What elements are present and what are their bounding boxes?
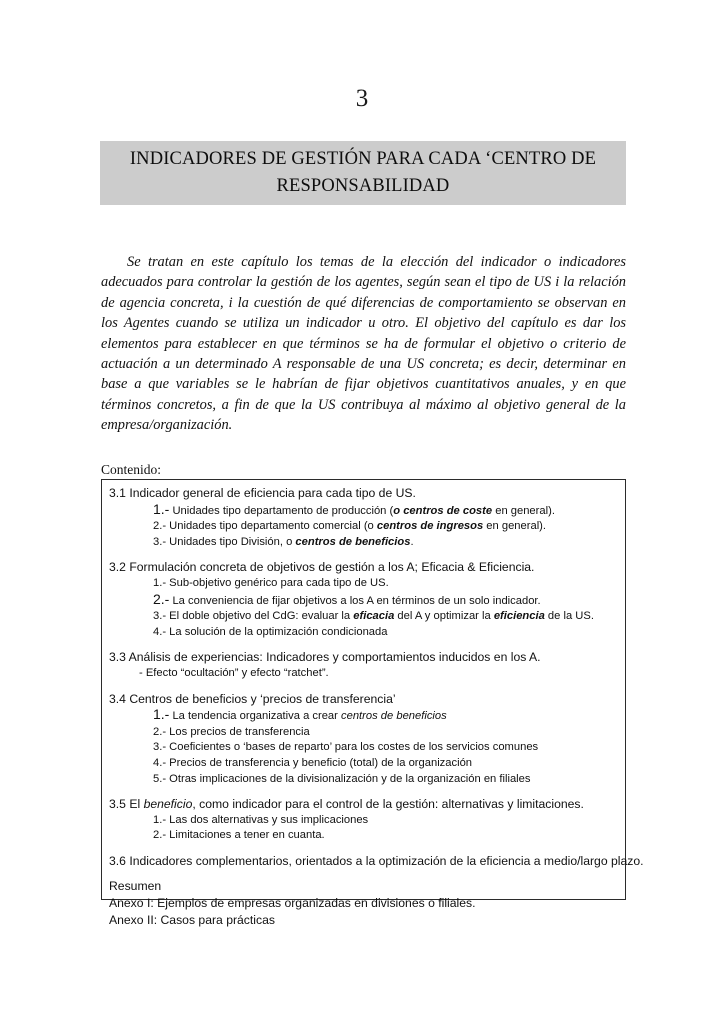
text-run: . (410, 535, 414, 548)
toc-list-item[interactable] (109, 772, 618, 788)
text-run: 3.5 El (109, 797, 144, 812)
chapter-title: INDICADORES DE GESTIÓN PARA CADA ‘CENTRO DE RESPONSABILIDAD (129, 149, 597, 196)
text-run: Los precios de transferencia (166, 725, 310, 738)
toc-section-heading-3-1[interactable]: 3.1 Indicador general de eficiencia para cada tipo de US. (109, 486, 416, 500)
toc-back-matter-line[interactable]: Anexo II: Casos para prácticas (109, 912, 275, 927)
toc-list-item[interactable] (109, 828, 618, 844)
toc-item-text (166, 829, 325, 841)
toc-list-item[interactable] (109, 535, 618, 551)
toc-item-number: 1.- (153, 813, 167, 826)
toc-list-item[interactable] (109, 740, 618, 756)
table-of-contents-body (109, 485, 644, 928)
text-run: Sub-objetivo genérico para cada tipo de US. (166, 576, 389, 589)
text-run: Efecto “ocultación” y efecto “ratchet”. (142, 666, 329, 679)
text-run: Las dos alternativas y sus implicaciones (166, 813, 369, 826)
toc-list-item[interactable] (109, 625, 618, 641)
toc-item-number: 3.- (153, 535, 167, 548)
toc-section-heading-3-5[interactable] (109, 796, 618, 813)
toc-item-text (166, 536, 414, 548)
toc-list-item[interactable] (109, 576, 618, 592)
text-run: La tendencia organizativa a crear (169, 710, 341, 723)
text-run: centros de beneficios (295, 535, 411, 548)
toc-item-number: 3.- (153, 741, 167, 754)
toc-list-item[interactable] (109, 666, 618, 682)
toc-item-text (169, 595, 540, 607)
text-run: beneficio (143, 797, 193, 812)
toc-item-number: 4.- (153, 625, 167, 638)
text-run: Unidades tipo departamento de producción ( (169, 504, 394, 517)
toc-section-heading-3-4[interactable]: 3.4 Centros de beneficios y ‘precios de transferencia’ (109, 691, 396, 706)
toc-item-text (166, 610, 594, 622)
section-gap (109, 844, 618, 853)
toc-list-item[interactable] (109, 707, 618, 725)
section-gap (109, 550, 618, 559)
section-gap (109, 640, 618, 649)
toc-list-item[interactable] (109, 756, 618, 772)
toc-item-number: - (139, 666, 143, 679)
toc-item-number: 1.- (153, 706, 170, 723)
toc-item-text (166, 577, 389, 589)
toc-item-number: 1.- (153, 500, 170, 517)
text-run: La conveniencia de fijar objetivos a los A en términos de un solo indicador. (169, 594, 541, 607)
text-run: Unidades tipo División, o (166, 535, 296, 548)
toc-item-number: 4.- (153, 756, 167, 769)
toc-list-item[interactable] (109, 592, 618, 610)
toc-back-matter-line[interactable]: Resumen (109, 879, 162, 894)
toc-item-number: 1.- (153, 576, 167, 589)
section-gap (109, 787, 618, 796)
text-run: La solución de la optimización condicionada (166, 625, 388, 638)
text-run: en general). (483, 520, 547, 533)
chapter-number: 3 (355, 85, 369, 112)
toc-item-text (166, 726, 310, 738)
toc-list-item[interactable] (109, 502, 618, 520)
text-run: del A y optimizar la (394, 610, 494, 623)
section-gap (109, 682, 618, 691)
toc-item-text (166, 814, 368, 826)
toc-section-heading-3-2[interactable]: 3.2 Formulación concreta de objetivos de gestión a los A; Eficacia & Eficiencia. (109, 560, 535, 575)
toc-item-text (166, 757, 472, 769)
text-run: Unidades tipo departamento comercial (o (166, 520, 377, 533)
text-run: eficiencia (493, 610, 545, 623)
toc-item-text (166, 773, 530, 785)
toc-item-number: 2.- (153, 725, 167, 738)
text-run: Limitaciones a tener en cuanta. (166, 829, 325, 842)
toc-item-text (169, 710, 446, 722)
toc-item-text (169, 505, 555, 517)
text-run: Precios de transferencia y beneficio (total) de la organización (166, 756, 473, 769)
text-run: Otras implicaciones de la divisionalización y de la organización en filiales (166, 772, 531, 785)
toc-back-matter-line[interactable]: Anexo I: Ejemplos de empresas organizadas en divisiones o filiales. (109, 896, 476, 911)
toc-item-text (166, 520, 546, 532)
text-run: en general). (492, 504, 555, 517)
chapter-title-banner (100, 141, 626, 205)
text-run: centros de beneficios (341, 710, 447, 723)
toc-item-number: 2.- (153, 590, 170, 607)
toc-list-item[interactable] (109, 725, 618, 741)
text-run: , como indicador para el control de la gestión: alternativas y limitaciones. (192, 797, 584, 812)
toc-section-heading-3-6[interactable]: 3.6 Indicadores complementarios, orientados a la optimización de la eficiencia a medio/largo plazo. (109, 853, 644, 868)
text-run: centros de ingresos (376, 520, 484, 533)
back-matter-gap (109, 869, 618, 878)
text-run: Coeficientes o ‘bases de reparto’ para los costes de los servicios comunes (166, 741, 539, 754)
toc-list-item[interactable] (109, 609, 618, 625)
table-of-contents-box (101, 479, 644, 927)
intro-paragraph: Se tratan en este capítulo los temas de la elección del indicador o indicadores adecuados para controlar la gestión de los agentes, según sean el tipo de US i la relación de agencia concreta, i la cuestión de qué diferencias de comportamiento se observan en los Agentes cuando se utiliza un indicador u otro. El objetivo del capítulo es dar los elementos para establecer en que términos se ha de formular el objetivo o criterio de actuación a un determinado A responsable de una US concreta; es decir, determinar en base a que variables se le habrían de fijar objetivos cuantitativos anuales, y en que términos concretos, a fin de que la US contribuya al máximo al objetivo general de la empresa/organización. (101, 254, 626, 434)
toc-item-number: 2.- (153, 520, 167, 533)
text-run: eficacia (353, 610, 395, 623)
toc-list-item[interactable] (109, 519, 618, 535)
contents-label: Contenido: (101, 462, 161, 477)
toc-item-number: 2.- (153, 829, 167, 842)
toc-item-text (143, 667, 329, 679)
toc-item-number: 5.- (153, 772, 167, 785)
toc-item-text (166, 626, 387, 638)
toc-item-number: 3.- (153, 610, 167, 623)
toc-list-item[interactable] (109, 813, 618, 829)
text-run: o centros de coste (393, 504, 493, 517)
toc-item-text (166, 741, 538, 753)
text-run: de la US. (544, 610, 594, 623)
toc-section-heading-3-3[interactable]: 3.3 Análisis de experiencias: Indicadores y comportamientos inducidos en los A. (109, 650, 541, 665)
text-run: El doble objetivo del CdG: evaluar la (166, 610, 354, 623)
